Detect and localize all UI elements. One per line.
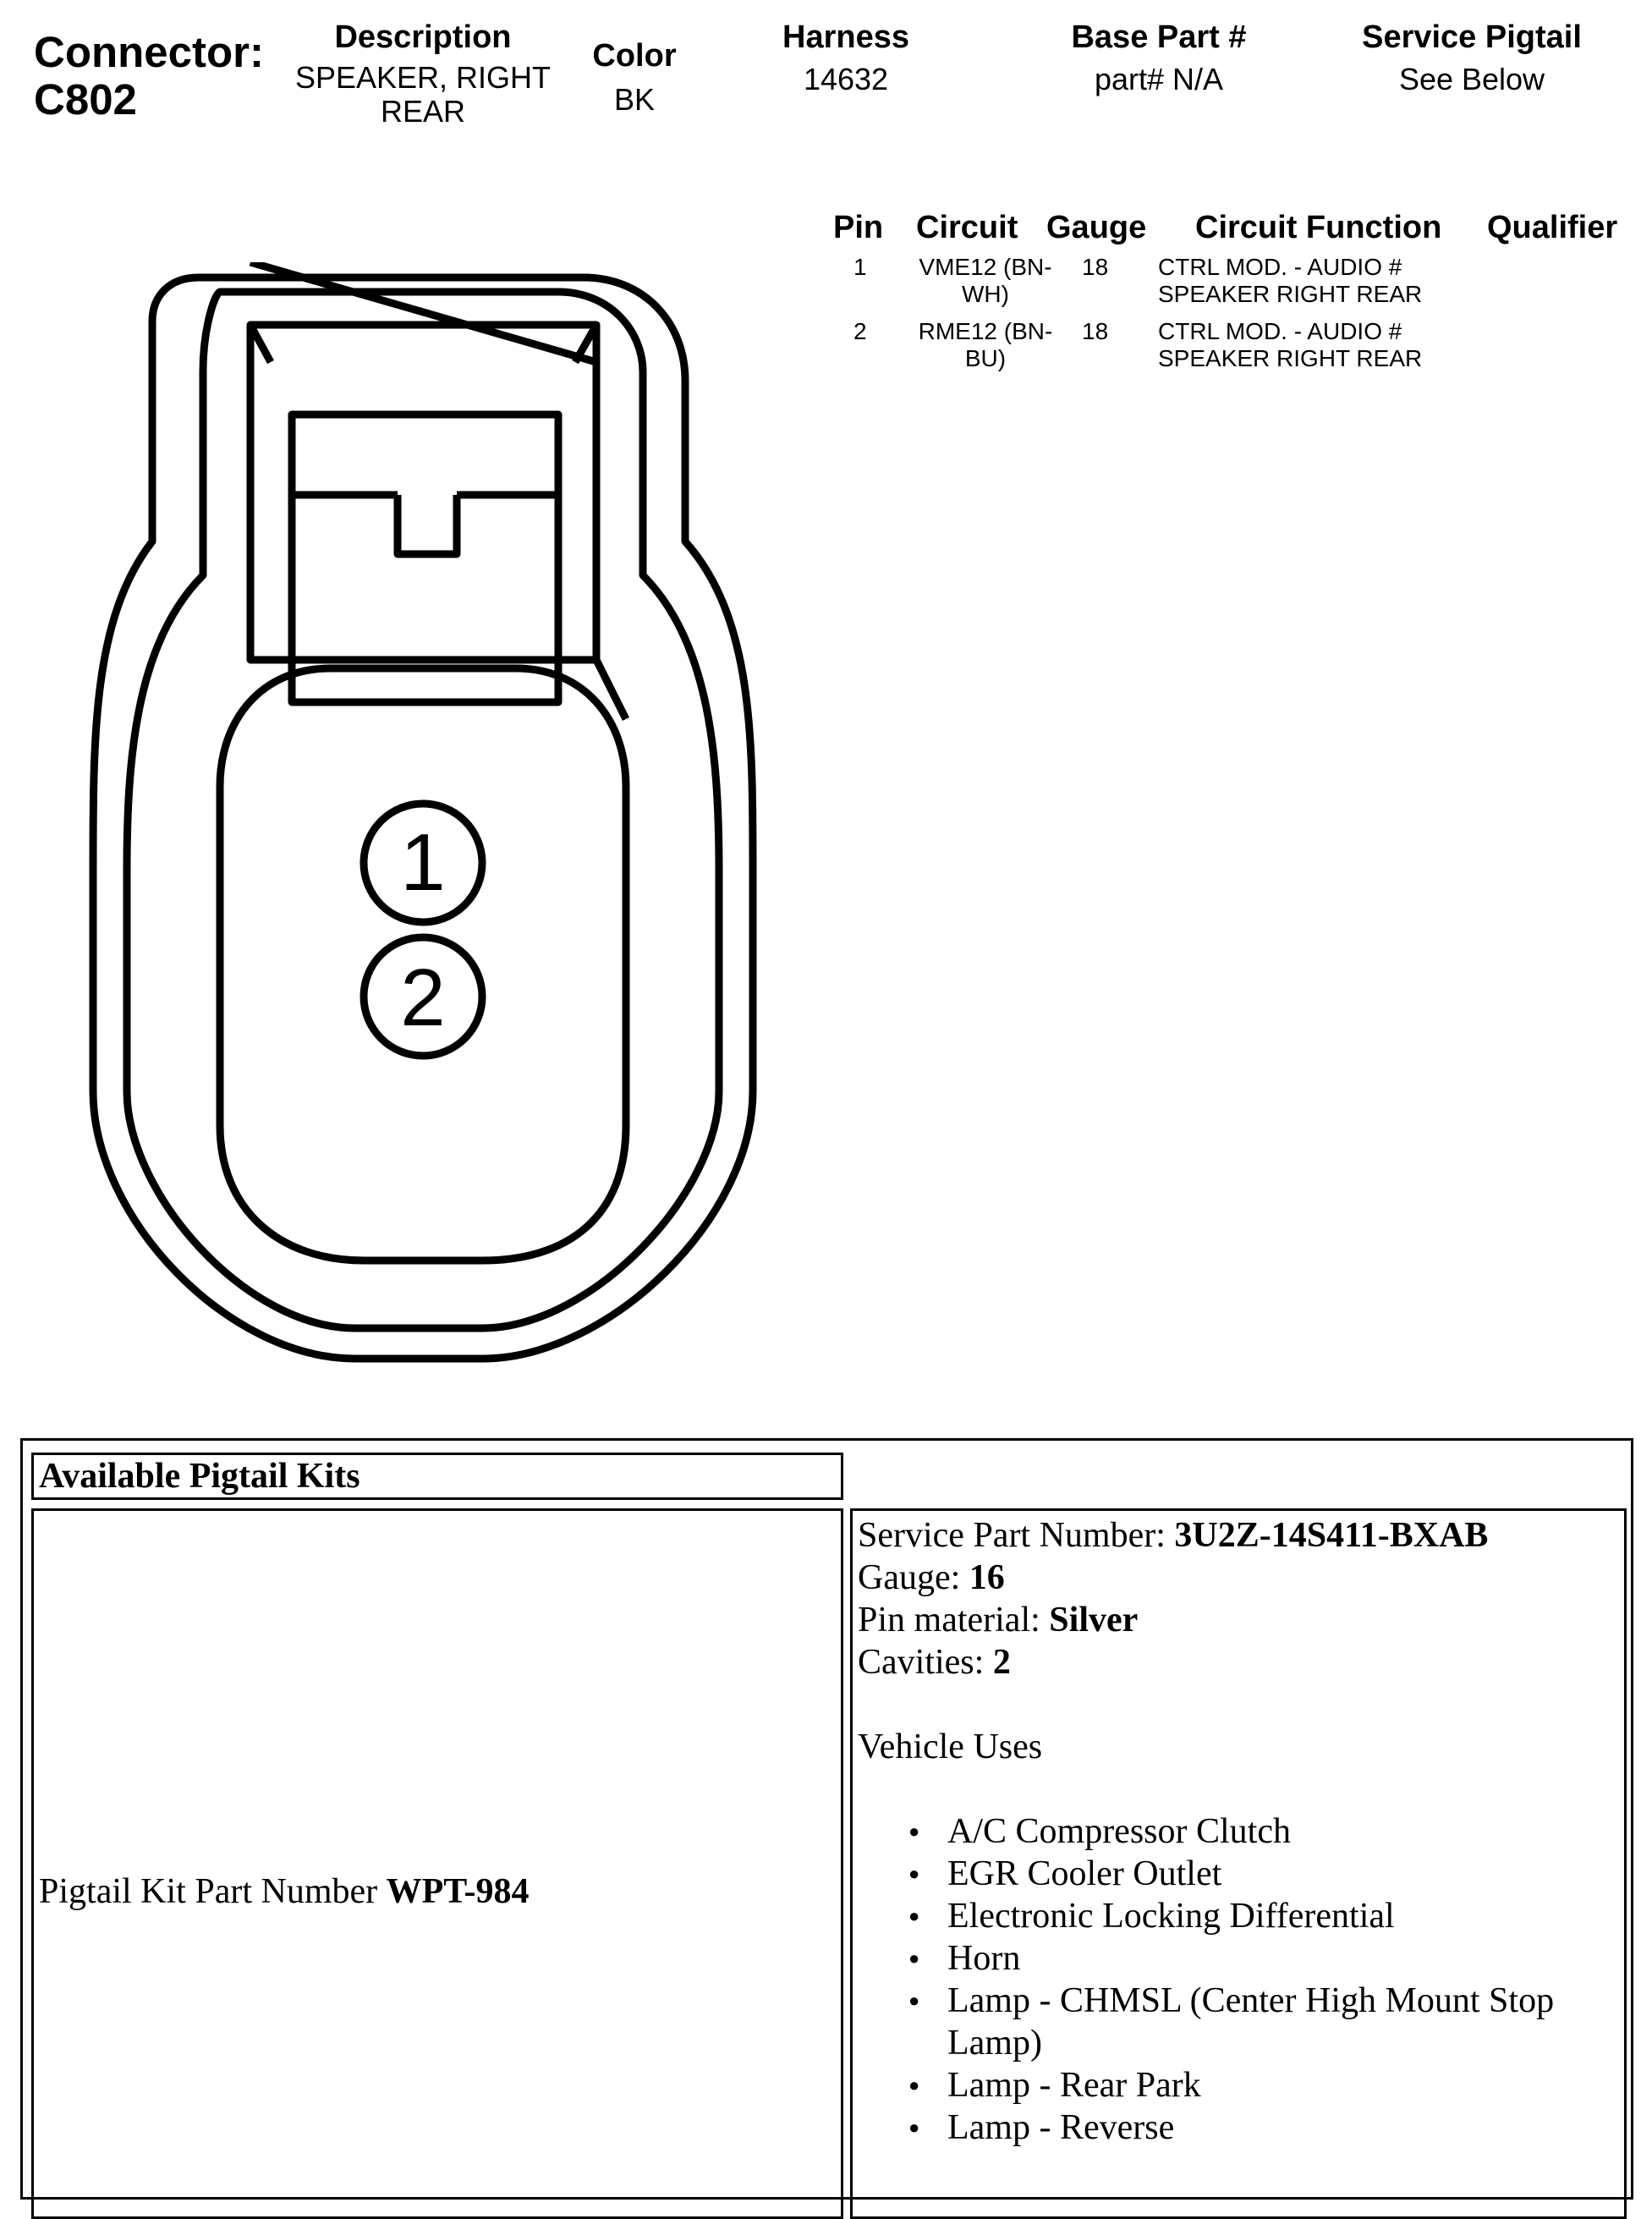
service-part-line [858, 1514, 1624, 1557]
connector-inner-shell [127, 292, 719, 1328]
gauge-value: 16 [969, 1558, 1005, 1597]
gauge-label: Gauge: [858, 1558, 961, 1597]
pin-circuit-line2: WH) [962, 281, 1009, 307]
color-column [575, 37, 694, 117]
pin-function-line2: SPEAKER RIGHT REAR [1158, 345, 1423, 371]
harness-label: Harness [782, 19, 909, 55]
service-part-label: Service Part Number: [858, 1516, 1166, 1555]
description-value-line2: REAR [380, 94, 466, 129]
pin-material-value: Silver [1049, 1601, 1139, 1640]
connector-face-diagram [85, 262, 761, 1379]
pin-table-header [833, 210, 1628, 254]
harness-column [744, 19, 947, 96]
connector-label: Connector: [34, 28, 264, 76]
service-pigtail-label: Service Pigtail [1362, 19, 1582, 55]
vehicle-uses-title: Vehicle Uses [858, 1727, 1043, 1766]
kit-part-label: Pigtail Kit Part Number [39, 1872, 378, 1911]
pin-circuit-line1: RME12 (BN- [918, 318, 1053, 344]
connector-header [0, 19, 1652, 146]
list-item: ● EGR Cooler Outlet [947, 1853, 1624, 1895]
pin-function-line1: CTRL MOD. - AUDIO # [1158, 254, 1402, 280]
color-label: Color [592, 38, 677, 74]
pin-row [833, 254, 1628, 318]
color-value: BK [613, 82, 656, 117]
pigtail-header-empty-cell [850, 1453, 1627, 1500]
base-part-label: Base Part # [1071, 19, 1247, 55]
circuit-header: Circuit [916, 210, 1018, 245]
pigtail-kits-heading: Available Pigtail Kits [31, 1453, 843, 1500]
service-pigtail-value: See Below [1398, 62, 1545, 96]
cavities-line [858, 1641, 1624, 1683]
pin-gauge: 18 [1082, 318, 1109, 344]
cavity-2-label: 2 [400, 953, 446, 1043]
pin-number: 2 [853, 318, 867, 344]
pin-row [833, 318, 1628, 382]
pin-function-line2: SPEAKER RIGHT REAR [1158, 281, 1423, 307]
connector-id: C802 [34, 75, 137, 124]
base-part-column [1032, 19, 1286, 96]
description-value-line1: SPEAKER, RIGHT [294, 60, 552, 95]
pigtail-details-cell [850, 1508, 1627, 2219]
pigtail-kit-part-number [39, 1871, 529, 1912]
pin-material-label: Pin material: [858, 1601, 1040, 1640]
description-label: Description [334, 19, 512, 55]
cavity-1-label: 1 [400, 817, 446, 908]
pin-circuit [892, 254, 1078, 308]
pin-number: 1 [853, 254, 867, 280]
pigtail-kits-table [20, 1438, 1633, 2200]
pin-gauge: 18 [1082, 254, 1109, 280]
cavities-value: 2 [992, 1643, 1011, 1682]
cavities-label: Cavities: [858, 1643, 985, 1682]
pin-header: Pin [833, 210, 884, 245]
gauge-line [858, 1557, 1624, 1599]
pin-circuit-line2: BU) [964, 345, 1007, 371]
circuit-function-header: Circuit Function [1195, 210, 1442, 245]
connector-title [34, 29, 264, 124]
service-part-value: 3U2Z-14S411-BXAB [1174, 1516, 1489, 1555]
pin-material-line [858, 1599, 1624, 1641]
base-part-value: part# N/A [1094, 62, 1224, 96]
qualifier-header: Qualifier [1487, 210, 1618, 245]
description-column [279, 19, 567, 129]
list-item: ● Lamp - CHMSL (Center High Mount Stop Lamp) [947, 1980, 1624, 2064]
pin-circuit-line1: VME12 (BN- [919, 254, 1052, 280]
list-item: ● A/C Compressor Clutch [947, 1810, 1624, 1853]
list-item: ● Horn [947, 1937, 1624, 1980]
vehicle-uses-list [858, 1810, 1624, 2149]
pigtail-kit-cell [31, 1508, 843, 2219]
pin-function-line1: CTRL MOD. - AUDIO # [1158, 318, 1402, 344]
harness-value: 14632 [803, 62, 889, 96]
list-item: ● Electronic Locking Differential [947, 1895, 1624, 1937]
list-item: ● Lamp - Reverse [947, 2106, 1624, 2149]
pin-table [833, 210, 1628, 382]
pin-function [1158, 318, 1422, 372]
gauge-header: Gauge [1046, 210, 1147, 245]
kit-part-value: WPT-984 [386, 1872, 530, 1911]
pin-circuit [892, 318, 1078, 372]
list-item: ● Lamp - Rear Park [947, 2064, 1624, 2106]
service-pigtail-column [1328, 19, 1616, 96]
pin-function [1158, 254, 1422, 308]
